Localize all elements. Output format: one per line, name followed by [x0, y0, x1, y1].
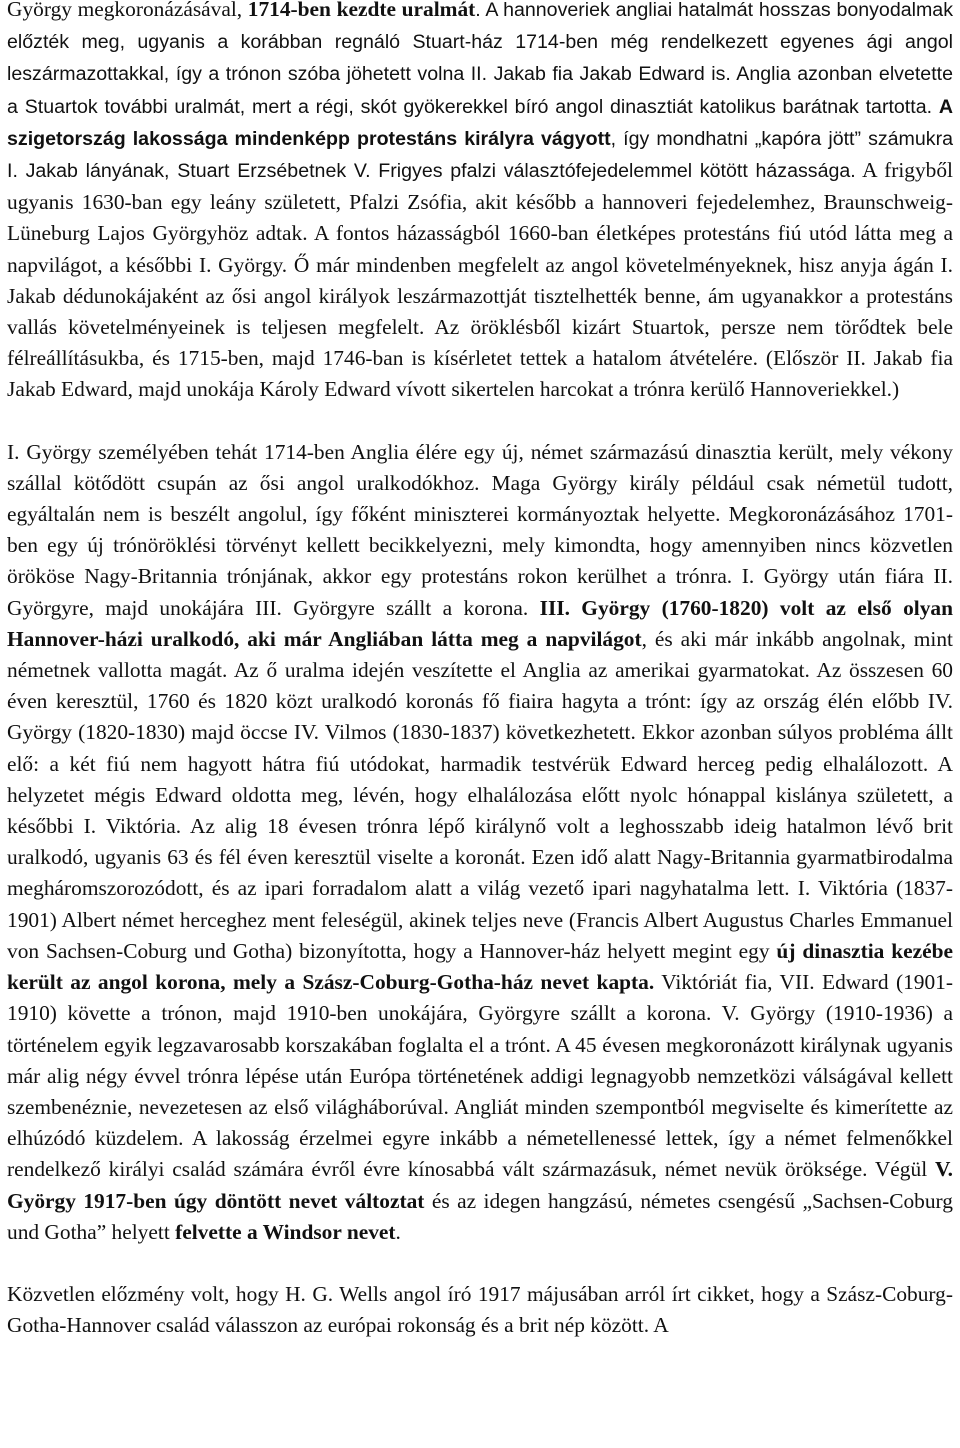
text-run: , így mondhatni „kapóra jött” számukra I. Jakab lányának, Stuart Erzsébetnek V. Frigyes pfalzi választófejedelemmel kötött házassága.	[7, 127, 953, 183]
text-run: . A hannoveriek angliai hatalmát hosszas bonyodalmak előzték meg, ugyanis a korábban regnáló Stuart-ház 1714-ben még rendelkezett egyenes ági angol leszármazottakkal, így a trónon szóba jöhetett volna II. Jakab fia Jakab Edward is. Anglia azonban elvetette a Stuartok további uralmát, mert a régi, skót gyökerekkel bíró angol dinasztiát katolikus barátnak tartotta.	[7, 0, 953, 118]
text-run: és az idegen hangzású, németes csengésű „Sachsen-Coburg und Gotha” helyett	[7, 1188, 953, 1244]
paragraph-wells-article	[7, 1279, 953, 1341]
bold-text: A szigetország lakossága mindenképp protestáns királyra vágyott	[7, 95, 953, 150]
text-run: A frigyből ugyanis 1630-ban egy leány született, Pfalzi Zsófia, akit később a hannoveri fejedelemhez, Braunschweig-Lüneburg Lajos Györgyhöz adtak. A fontos házasságból 1660-ban életképes protestáns fiú utód látta meg a napvilágot, a későbbi I. György. Ő már mindenben megfelelt az angol követelményeknek, hisz anyja ágán I. Jakab dédunokájaként az ősi angol királyok leszármazottját tisztelhették benne, ám ugyanakkor a protestáns vallás követelményeinek is teljesen megfelelt. Az öröklésből kizárt Stuartok, persze nem törődtek bele félreállításukba, és 1715-ben, majd 1746-ban is kísérletet tettek a hatalom átvételére. (Először II. Jakab fia Jakab Edward, majd unokája Károly Edward vívott sikertelen harcokat a trónra kerülő Hannoveriekkel.)	[7, 158, 953, 402]
bold-text: új dinasztia kezébe került az angol korona, mely a Szász-Coburg-Gotha-ház nevet kapta.	[7, 938, 954, 995]
paragraph-hanover-accession	[7, 0, 953, 406]
bold-text: felvette a Windsor nevet	[175, 1219, 396, 1244]
document-page	[7, 0, 953, 1341]
text-run: .	[395, 1219, 401, 1244]
text-run: Viktóriát fia, VII. Edward (1901-1910) követte a trónon, majd 1910-ben unokájára, Györgyre szállt a korona. V. György (1910-1936) a történelem egyik legzavarosabb korszakában foglalta el a trónt. A 45 évesen megkoronázott királynak ugyanis már alig négy évvel trónra lépése után Európa történetének addigi legnagyobb nemzetközi válságával kellett szembenéznie, nevezetesen az első világháborúval. Angliát minden szempontból megviselte és kimerítette az elhúzódó küzdelem. A lakosság érzelmei egyre inkább a németellenessé lettek, így a német felmenőkkel rendelkező királyi család számára évről évre kínosabbá vált származásuk, német nevük öröksége. Végül	[7, 970, 953, 1182]
bold-text: V. György 1917-ben úgy döntött nevet változtat	[7, 1157, 953, 1213]
text-run: I. György személyében tehát 1714-ben Anglia élére egy új, német származású dinasztia került, mely vékony szállal kötődött csupán az ősi angol uralkodókhoz. Maga György király például csak németül tudott, egyáltalán nem is beszélt angolul, így főként miniszterei kormányoztak helyette. Megkoronázásához 1701-ben egy új trónöröklési törvényt kellett becikkelyezni, mely kimondta, hogy amennyiben nincs közvetlen örököse Nagy-Britannia trónjának, akkor egy protestáns rokon kerülhet a trónra. I. György után fiára II. Györgyre, majd unokájára III. Györgyre szállt a korona.	[7, 439, 953, 620]
paragraph-gap	[7, 406, 953, 437]
paragraph-gap	[7, 1248, 953, 1279]
paragraph-george-to-windsor	[7, 437, 953, 1248]
text-run: György megkoronázásával,	[7, 0, 248, 21]
bold-text: III. György (1760-1820) volt az első olyan Hannover-házi uralkodó, aki már Angliában látta meg a napvilágot	[7, 595, 953, 651]
text-run: Közvetlen előzmény volt, hogy H. G. Wells angol író 1917 májusában arról írt cikket, hogy a Szász-Coburg-Gotha-Hannover család válasszon az európai rokonság és a brit nép között. A	[7, 1281, 953, 1338]
text-run: , és aki már inkább angolnak, mint németnek vallotta magát. Az ő uralma idején veszítette el Anglia az amerikai gyarmatokat. Az összesen 60 éven keresztül, 1760 és 1820 közt uralkodó koronás fő fiaira hagyta a trónt: így az ország élén előbb IV. György (1820-1830) majd öccse IV. Vilmos (1830-1837) következhetett. Ekkor azonban súlyos probléma állt elő: a két fiú nem hagyott hátra fiú utódokat, harmadik testvérük Edward herceg pedig elhalálozott. A helyzetet mégis Edward oldotta meg, lévén, hogy elhalálozása előtt nyolc hónappal kislánya született, a későbbi I. Viktória. Az alig 18 évesen trónra lépő királynő volt a leghosszabb ideig hatalmon lévő brit uralkodó, ugyanis 63 és fél éven keresztül viselte a koronát. Ezen idő alatt Nagy-Britannia gyarmatbirodalma megháromszorozódott, és az ipari forradalom alatt a világ vezető ipari nagyhatalma lett. I. Viktória (1837-1901) Albert német herceghez ment feleségül, akinek teljes neve (Francis Albert Augustus Charles Emmanuel von Sachsen-Coburg und Gotha) bizonyította, hogy a Hannover-ház helyett megint egy	[7, 626, 953, 963]
bold-text: 1714-ben kezdte uralmát	[247, 0, 476, 21]
